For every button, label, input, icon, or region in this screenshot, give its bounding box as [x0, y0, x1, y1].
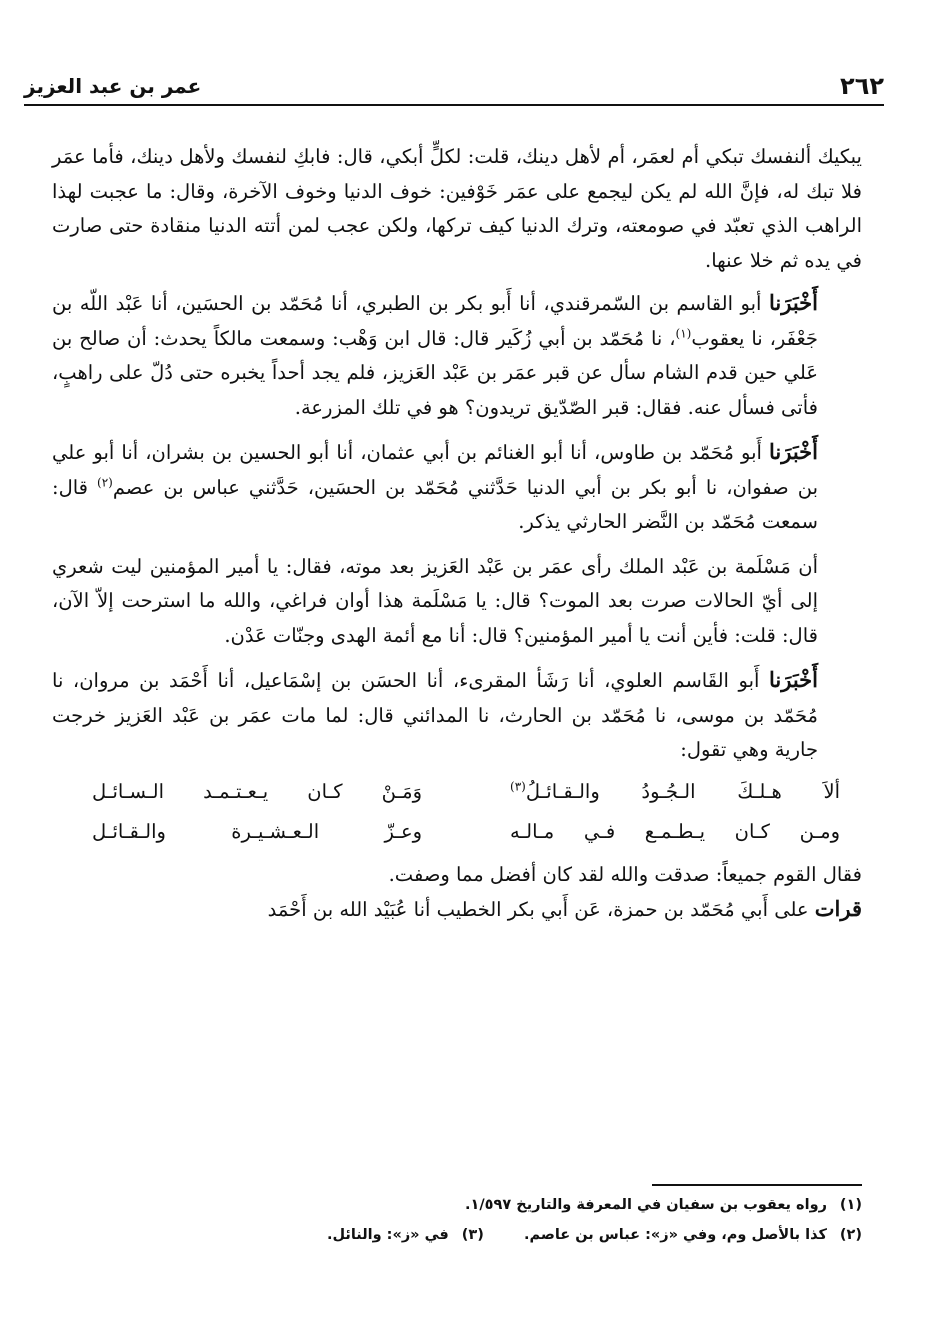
paragraph-7-keyword: قرات — [814, 896, 862, 921]
footnote-3-number: (٣) — [461, 1227, 484, 1243]
footnote-2-number: (٢) — [839, 1227, 862, 1243]
footnote-1-number: (١) — [839, 1197, 862, 1213]
paragraph-3 — [52, 435, 862, 540]
paragraph-5-keyword: أَخْبَرَنا — [769, 667, 818, 692]
paragraph-2-text-b: ، نا مُحَمّد بن أبي زُكَير قال: قال ابن وَهْب: وسمعت مالكاً يحدث: أن صالح بن عَلي حين قدم الشام سأل عن قبر عمَر بن عَبْد العَزيز، فلم يجد أحداً يخبره حتى دُلّ على راهبٍ، فأتى فسأل عنه. فقال: قبر الصّدّيق تريدون؟ هو في تلك المزرعة. — [52, 326, 818, 419]
paragraph-6-text: فقال القوم جميعاً: صدقت والله لقد كان أفضل مما وصفت. — [388, 862, 862, 886]
paragraph-2-text-a: أبو القاسم بن السّمرقندي، أنا أَبو بكر بن الطبري، أنا مُحَمّد بن الحسَين، أنا عَبْد اللّه بن جَعْفَر، نا يعقوب — [52, 292, 818, 350]
paragraph-3-text-b: قال: سمعت مُحَمّد بن النَّضر الحارثي يذكر. — [52, 475, 818, 533]
verse-1-first-hemistich — [510, 772, 840, 812]
footnote-divider — [652, 1184, 862, 1186]
paragraph-3-text-a: أَبو مُحَمّد بن طاوس، أنا أبو الغنائم بن أبي عثمان، أنا أبو الحسين بن بشران، أنا أبو علي بن صفوان، نا أبو بكر بن أبي الدنيا حَدَّثني مُحَمّد بن الحسَين، حَدَّثني عباس بن عصم — [52, 441, 818, 499]
paragraph-7-text: على أَبي مُحَمّد بن حمزة، عَن أَبي بكر الخطيب أنا عُبَيْد الله بن أَحْمَد — [267, 898, 815, 921]
verse-2 — [52, 812, 862, 852]
verse-2-second-hemistich: وعـزّ الـعـشـيـرة والـقـائـل — [92, 819, 422, 843]
footnote-2 — [62, 1220, 862, 1250]
page-number: ٢٦٢ — [840, 72, 884, 100]
footnote-ref-1: (١) — [675, 326, 692, 340]
main-text — [52, 140, 862, 938]
page-header — [24, 62, 884, 106]
footnote-1 — [62, 1190, 862, 1220]
paragraph-7 — [52, 892, 862, 928]
paragraph-5 — [52, 663, 862, 768]
paragraph-2 — [52, 286, 862, 425]
paragraph-1 — [52, 140, 862, 278]
footnotes — [62, 1190, 862, 1250]
verse-1-first-text: ألاَ هـلـكَ الـجُـودُ والـقـائـلُ — [525, 779, 840, 803]
verse-1 — [52, 772, 862, 812]
paragraph-1-text: يبكيك ألنفسك تبكي أم لعمَر، أم لأهل دينك، قلت: لكلٍّ أبكي، قال: فابكِ لنفسك ولأهل دينك، فأما عمَر فلا تبك له، فإنَّ الله لم يكن ليجمع على عمَر خَوْفين: خوف الدنيا وخوف الآخرة، وقال: ما عجبت لهذا الراهب الذي تعبّد في صومعته، وترك الدنيا كيف تركها، ولكن عجب لمن أتته الدنيا منقادة حتى صارت في يده ثم خلا عنها. — [52, 145, 862, 272]
verse-2-first-hemistich: ومـن كـان يـطـمـع فـي مـالـه — [510, 819, 840, 843]
paragraph-4-text: أن مَسْلَمة بن عَبْد الملك رأى عمَر بن عَبْد العَزيز بعد موته، فقال: يا أمير المؤمنين ليت شعري إلى أيّ الحالات صرت بعد الموت؟ قال: يا مَسْلَمة هذا أوان فراغي، والله ما استرحت إلاّ الآن، قال: قلت: فأين أنت يا أمير المؤمنين؟ قال: أنا مع أئمة الهدى وجنّات عَدْن. — [52, 554, 818, 647]
footnote-ref-2: (٢) — [97, 475, 113, 489]
paragraph-3-keyword: أَخْبَرَنا — [769, 439, 818, 464]
paragraph-5-text: أَبو القَاسم العلوي، أنا رَشَأ المقرىء، أنا الحسَن بن إسْمَاعيل، أنا أَحْمَد بن مروان، نا مُحَمّد بن موسى، نا مُحَمّد بن الحارث، نا المدائني قال: لما مات عمَر بن عَبْد العَزيز خرجت جارية وهي تقول: — [52, 669, 818, 761]
poem — [52, 772, 862, 852]
paragraph-6 — [52, 858, 862, 893]
running-title: عمر بن عبد العزيز — [24, 74, 202, 98]
footnote-1-text: رواه يعقوب بن سفيان في المعرفة والتاريخ ١/٥٩٧. — [465, 1197, 827, 1213]
verse-1-second-hemistich: وَمَـنْ كـان يـعـتـمـد الـسـائـل — [92, 779, 422, 803]
footnote-3-text: في «ز»: والنائل. — [326, 1227, 449, 1243]
footnote-ref-3: (٣) — [510, 779, 526, 793]
footnote-2-text: كذا بالأصل وم، وفي «ز»: عباس بن عاصم. — [523, 1227, 827, 1243]
paragraph-2-keyword: أَخْبَرَنا — [769, 290, 818, 315]
paragraph-4 — [52, 550, 862, 654]
